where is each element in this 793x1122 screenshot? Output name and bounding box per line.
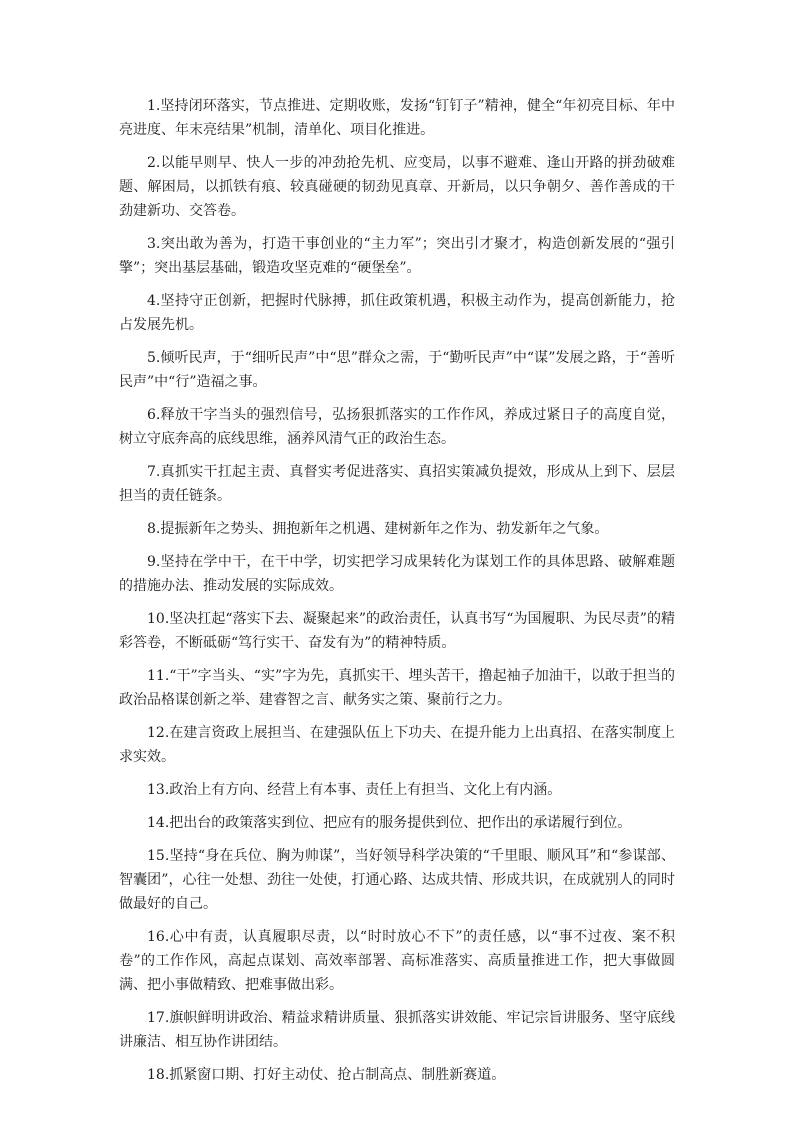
paragraph-7: 7.真抓实干扛起主责、真督实考促进落实、真招实策减负提效，形成从上到下、层层担当的责任链条。 [119, 464, 675, 504]
paragraph-3: 3.突出敢为善为，打造干事创业的“主力军”；突出引才聚才，构造创新发展的“强引擎”；突出基层基础，锻造攻坚克难的“硬堡垒”。 [119, 236, 675, 276]
paragraph-13: 13.政治上有方向、经营上有本事、责任上有担当、文化上有内涵。 [147, 782, 562, 798]
paragraph-16: 16.心中有责，认真履职尽责，以“时时放心不下”的责任感，以“事不过夜、案不积卷”的工作作风，高起点谋划、高效率部署、高标准落实、高质量推进工作，把大事做圆满、把小事做精致、把难事做出彩。 [119, 929, 675, 993]
paragraph-4: 4.坚持守正创新，把握时代脉搏，抓住政策机遇，积极主动作为，提高创新能力，抢占发展先机。 [119, 293, 675, 333]
paragraph-18: 18.抓紧窗口期、打好主动仗、抢占制高点、制胜新赛道。 [147, 1067, 506, 1083]
paragraph-14: 14.把出台的政策落实到位、把应有的服务提供到位、把作出的承诺履行到位。 [147, 815, 632, 831]
paragraph-9: 9.坚持在学中干，在干中学，切实把学习成果转化为谋划工作的具体思路、破解难题的措施办法、推动发展的实际成效。 [119, 554, 675, 594]
paragraph-10: 10.坚决扛起“落实下去、凝聚起来”的政治责任，认真书写“为国履职、为民尽责”的精彩答卷，不断砥砺“笃行实干、奋发有为”的精神特质。 [119, 611, 675, 651]
paragraph-12: 12.在建言资政上展担当、在建强队伍上下功夫、在提升能力上出真招、在落实制度上求实效。 [119, 725, 675, 765]
paragraph-15: 15.坚持“身在兵位、胸为帅谋”，当好领导科学决策的“千里眼、顺风耳”和“参谋部、智囊团”，心往一处想、劲往一处使，打通心路、达成共情、形成共识，在成就别人的同时做最好的自己。 [119, 848, 675, 912]
paragraph-17: 17.旗帜鲜明讲政治、精益求精讲质量、狠抓落实讲效能、牢记宗旨讲服务、坚守底线讲廉洁、相互协作讲团结。 [119, 1010, 675, 1050]
paragraph-2: 2.以能早则早、快人一步的冲劲抢先机、应变局，以事不避难、逢山开路的拼劲破难题、解困局，以抓铁有痕、较真碰硬的韧劲见真章、开新局，以只争朝夕、善作善成的干劲建新功、交答卷。 [119, 155, 675, 219]
document-body [119, 94, 675, 1096]
paragraph-11: 11.“干”字当头、“实”字为先，真抓实干、埋头苦干，撸起袖子加油干，以敢于担当的政治品格谋创新之举、建睿智之言、献务实之策、聚前行之力。 [119, 668, 675, 708]
paragraph-1: 1.坚持闭环落实，节点推进、定期收账，发扬“钉钉子”精神，健全“年初亮目标、年中亮进度、年末亮结果”机制，清单化、项目化推进。 [119, 98, 675, 138]
paragraph-5: 5.倾听民声，于“细听民声”中“思”群众之需，于“勤听民声”中“谋”发展之路，于“善听民声”中“行”造福之事。 [119, 350, 675, 390]
paragraph-8: 8.提振新年之势头、拥抱新年之机遇、建树新年之作为、勃发新年之气象。 [147, 521, 609, 537]
paragraph-6: 6.释放干字当头的强烈信号，弘扬狠抓落实的工作作风，养成过紧日子的高度自觉，树立守底奔高的底线思维，涵养风清气正的政治生态。 [119, 407, 675, 447]
